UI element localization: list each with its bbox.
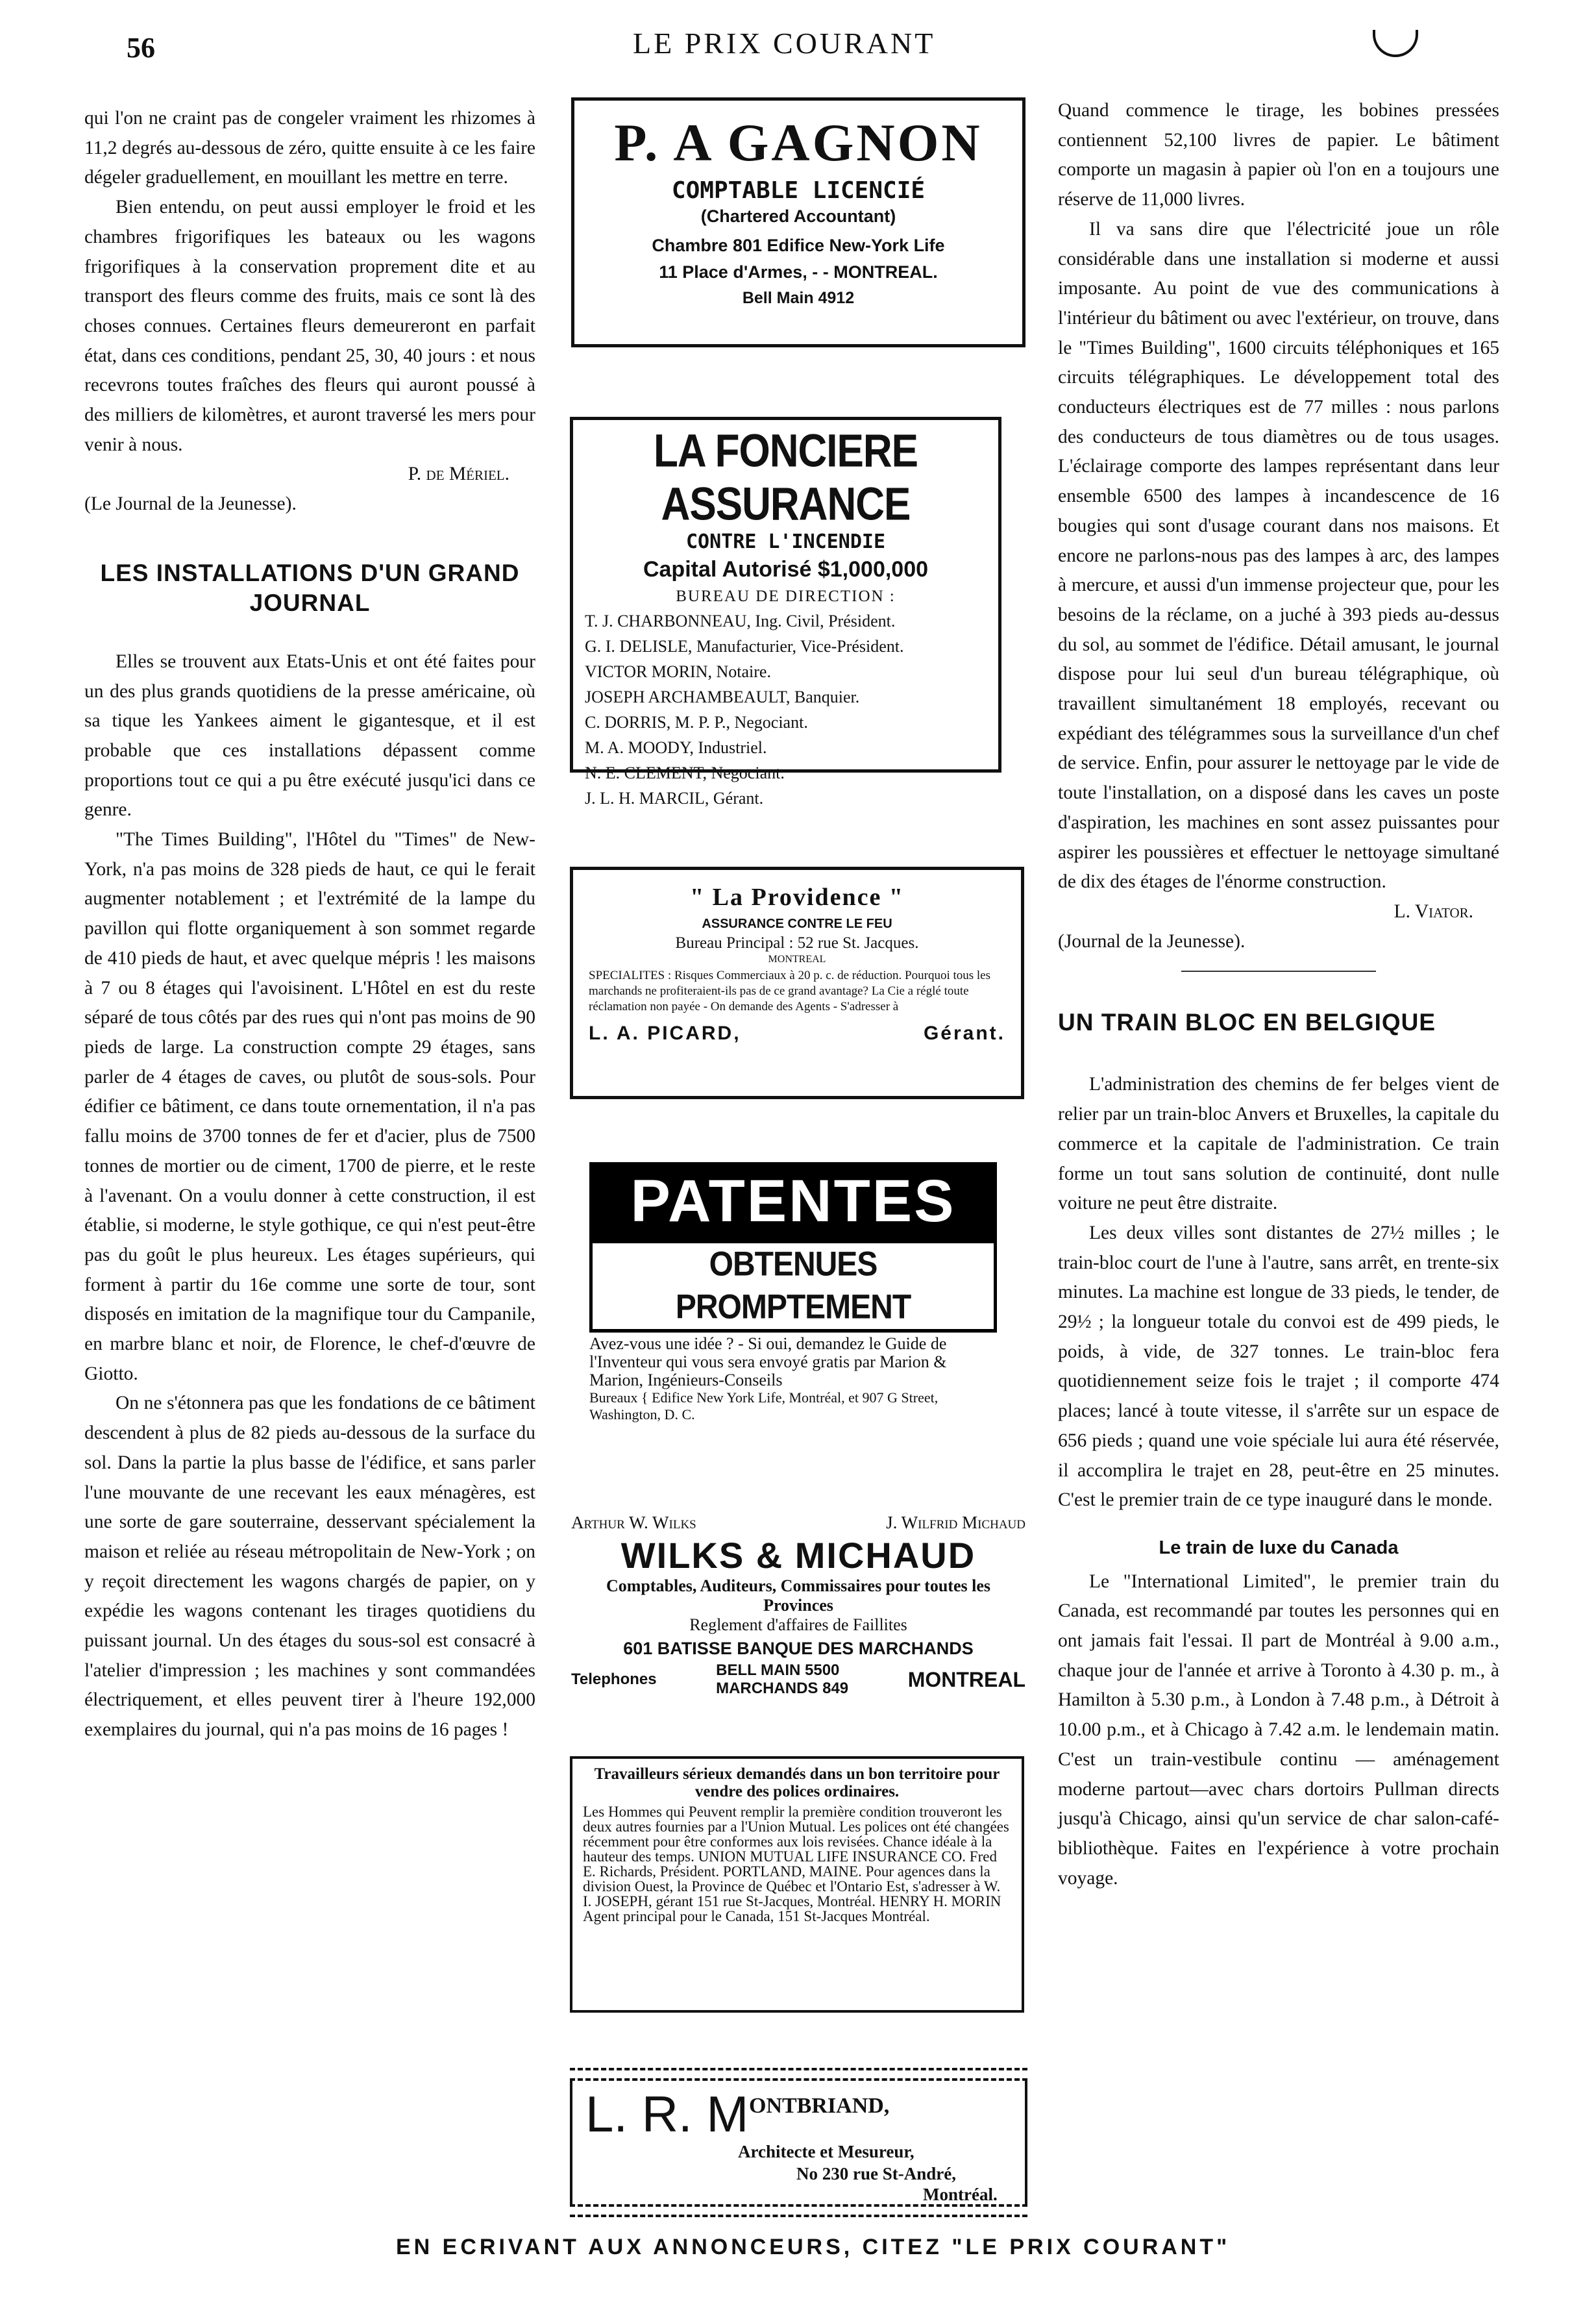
- ad-fonciere-directors: [573, 608, 998, 811]
- phone-label: Telephones: [571, 1671, 657, 1688]
- article-paragraph: Bien entendu, on peut aussi employer le froid et les chambres frigorifiques les bateaux ou les wagons frigorifiques à la conservation proprement dite et au transport des fleurs comme des fruits, mais ce sont là des choses connues. Certaines fleurs demeureront en parfait état, dans ces conditions, pendant 25, 30, 40 jours : et nous recevrons toutes fraîches des fleurs qui auront poussé à des milliers de kilomètres, et auront traversé les mers pour venir à nous.: [84, 197, 535, 455]
- ad-montbriand-line: Montréal.: [923, 2185, 998, 2204]
- article-paragraph: "The Times Building", l'Hôtel du "Times" de New-York, n'a pas moins de 328 pieds de haut, ce qui le ferait augmenter notablement ; et l'extrémité de la lampe du pavillon qui flotte organiquement à son sommet regarde de 410 pieds de haut, et avec quelque mépris ! les maisons à 7 ou 8 étages qui l'avoisinent. L'Hôtel en est du reste séparé de tous côtés par des rues qui n'ont pas moins de 90 pieds de large. La construction compte 29 étages, sans parler de 4 étages de caves, ou plutôt de sous-sols. Pour édifier ce bâtiment, ce dans toute ornementation, il n'a pas fallu moins de 3700 tonnes de fer et d'acier, plus de 7500 tonnes de mortier ou de ciment, 1700 de pierre, et le reste à l'avenant. On a voulu donner à cette construction, il est établie, si moderne, le style gothique, ce qui n'est peut-être pas du goût le plus heureux. Les étages supérieurs, qui forment à partir du 16e comme une sorte de tour, sont disposés en imitation de la magnifique tour du Campanile, en marbre blanc et noir, de Florence, le chef-d'œuvre de Giotto.: [84, 829, 535, 1384]
- ad-fonciere-line: CONTRE L'INCENDIE: [685, 530, 886, 553]
- ad-providence-name: " La Providence ": [690, 884, 904, 911]
- right-column: [1058, 96, 1499, 1893]
- ad-union-mutual: [570, 1756, 1024, 2013]
- left-column: [84, 104, 535, 1745]
- ad-montbriand-line: No 230 rue St-André,: [796, 2164, 956, 2183]
- ad-providence: [570, 867, 1024, 1099]
- director-item: VICTOR MORIN, Notaire.: [585, 662, 771, 681]
- article-source: (Le Journal de la Jeunesse).: [84, 493, 297, 515]
- ad-gagnon-name: P. A GAGNON: [614, 113, 983, 172]
- page-number: 56: [127, 32, 155, 64]
- divider: [1181, 971, 1376, 972]
- ad-patentes-offices: Bureaux { Edifice New York Life, Montréal, et 907 G Street, Washington, D. C.: [589, 1389, 939, 1422]
- article-paragraph: qui l'on ne craint pas de congeler vraiment les rhizomes à 11,2 degrés au-dessous de zéro, quitte ensuite à ce les faire dégeler graduellement, en mouillant les mettre en terre.: [84, 108, 535, 188]
- article-paragraph: L'administration des chemins de fer belges vient de relier par un train-bloc Anvers et Bruxelles, la capitale du commerce et la capitale de l'administration. Ce train forme un tout sans solution de continuité, dont nulle voiture ne peut être distraite.: [1058, 1074, 1499, 1214]
- ad-wilks-phones: [571, 1661, 1025, 1698]
- partner-name: J. Wilfrid Michaud: [886, 1513, 1025, 1532]
- ad-union-title: Travailleurs sérieux demandés dans un bon territoire pour vendre des polices ordinaires.: [594, 1765, 1000, 1800]
- article-signature: P. de Mériel.: [408, 464, 509, 485]
- corner-mark: [1373, 30, 1418, 57]
- ad-union-body: Les Hommes qui Peuvent remplir la première condition trouveront les deux autres fournies par a l'Union Mutual. Les polices ont été changées récemment pour être conformes aux lois revisées. Chance idéale à la hauteur des temps. UNION MUTUAL LIFE INSURANCE CO. Fred E. Richards, Président. PORTLAND, MAINE. Pour agences dans la division Ouest, la Province de Québec et l'Ontario Est, s'adresser à W. I. JOSEPH, gérant 151 rue St-Jacques, Montréal. HENRY H. MORIN Agent principal pour le Canada, 151 St-Jacques Montréal.: [583, 1804, 1009, 1924]
- ad-providence-city: MONTREAL: [768, 954, 826, 965]
- ad-fonciere: [570, 417, 1001, 808]
- director-item: J. L. H. MARCIL, Gérant.: [585, 789, 764, 808]
- ad-wilks-name: WILKS & MICHAUD: [620, 1535, 976, 1576]
- director-item: T. J. CHARBONNEAU, Ing. Civil, Président.: [585, 612, 896, 630]
- ad-gagnon-line: 11 Place d'Armes, - - MONTREAL.: [659, 262, 938, 282]
- ad-wilks-partners: [571, 1513, 1025, 1533]
- page-footer: EN ECRIVANT AUX ANNONCEURS, CITEZ "LE PRIX COURANT": [396, 2235, 1231, 2259]
- partner-name: Arthur W. Wilks: [571, 1513, 696, 1532]
- director-item: JOSEPH ARCHAMBEAULT, Banquier.: [585, 688, 860, 706]
- journal-title: LE PRIX COURANT: [633, 27, 936, 60]
- article-signature: L. Viator.: [1393, 901, 1473, 922]
- ad-fonciere-board-label: BUREAU DE DIRECTION :: [676, 588, 896, 605]
- manager-title: Gérant.: [923, 1023, 1005, 1044]
- ad-gagnon-line: Chambre 801 Edifice New-York Life: [652, 236, 945, 255]
- director-item: G. I. DELISLE, Manufacturier, Vice-Président.: [585, 637, 904, 656]
- ad-wavy-border-bottom: [570, 2204, 1027, 2217]
- ad-montbriand-initials: L. R. M: [585, 2085, 749, 2143]
- ad-wilks-line: Comptables, Auditeurs, Commissaires pour toutes les Provinces: [606, 1576, 990, 1615]
- ad-montbriand-line: Architecte et Mesureur,: [738, 2142, 915, 2161]
- article-title: UN TRAIN BLOC EN BELGIQUE: [1058, 1009, 1436, 1036]
- phone-numbers: BELL MAIN 5500 MARCHANDS 849: [716, 1661, 849, 1697]
- director-item: C. DORRIS, M. P. P., Negociant.: [585, 713, 808, 732]
- director-item: N. E. CLEMENT, Negociant.: [585, 764, 785, 782]
- ad-wilks-line: Reglement d'affaires de Faillites: [689, 1615, 907, 1634]
- manager-name: L. A. PICARD,: [589, 1023, 741, 1044]
- ad-wilks-city: MONTREAL: [907, 1667, 1025, 1691]
- ad-providence-body: SPECIALITES : Risques Commerciaux à 20 p. c. de réduction. Pourquoi tous les marchands ne profiteraient-ils pas de ce grand avantage? La Cie a réglé toute réclamation non payée - On demande des Agents - S'adresser à: [589, 969, 991, 1013]
- ad-providence-line: ASSURANCE CONTRE LE FEU: [702, 917, 892, 931]
- ad-fonciere-name: LA FONCIERE ASSURANCE: [654, 425, 918, 530]
- ad-wilks-address: 601 BATISSE BANQUE DES MARCHANDS: [623, 1639, 974, 1658]
- ad-patentes-subtitle: OBTENUES PROMPTEMENT: [589, 1240, 997, 1333]
- ad-patentes-body: Avez-vous une idée ? - Si oui, demandez le Guide de l'Inventeur qui vous sera envoyé gratis par Marion & Marion, Ingénieurs-Conseils: [589, 1334, 947, 1389]
- ad-montbriand-body: [570, 2081, 1027, 2204]
- ad-patentes: [589, 1162, 997, 1422]
- article-paragraph: Elles se trouvent aux Etats-Unis et ont été faites pour un des plus grands quotidiens de la presse américaine, où sa tique les Yankees aiment le gigantesque, et il est probable que ces installations dépassent comme proportions tout ce qui a pu être exécuté jusqu'ici dans ce genre.: [84, 651, 535, 821]
- ad-fonciere-capital: Capital Autorisé $1,000,000: [643, 557, 929, 582]
- article-paragraph: On ne s'étonnera pas que les fondations de ce bâtiment descendent à plus de 82 pieds au-dessous de la surface du sol. Dans la partie la plus basse de l'édifice, et sans parler l'une mouvante de une recevant les eaux ménagères, est une sorte de gare souterraine, desservant spécialement la maison et reliée au réseau métropolitain de New-York ; on y reçoit directement les wagons chargés de papier, on y expédie les wagons contenant les tirages quotidiens du puissant journal. Un des étages du sous-sol est consacré à l'atelier d'impression ; les machines y sont commandées électriquement, et elles peuvent tirer à l'heure 192,000 exemplaires du journal, qui n'a pas moins de 16 pages !: [84, 1393, 535, 1741]
- director-item: M. A. MOODY, Industriel.: [585, 738, 767, 757]
- article-source: (Journal de la Jeunesse).: [1058, 930, 1246, 952]
- article-subtitle: Le train de luxe du Canada: [1159, 1537, 1399, 1558]
- article-paragraph: Quand commence le tirage, les bobines pressées contiennent 52,100 livres de papier. Le bâtiment comporte un magasin à papier où l'on en a toujours une réserve de 11,000 livres.: [1058, 100, 1499, 210]
- ad-providence-manager: [573, 1023, 1021, 1045]
- article-paragraph: Il va sans dire que l'électricité joue un rôle considérable dans une installation si moderne et aussi imposante. Au point de vue des communications à l'intérieur du bâtiment ou avec l'extérieur, on trouve, dans le "Times Building", 1600 circuits téléphoniques et 165 circuits télégraphiques. Le développement total des conducteurs électriques est de 77 milles : nous parlons des conducteurs de tous diamètres ou de tous usages. L'éclairage comporte des lampes représentant dans leur ensemble 6500 des lampes à incandescence de 16 bougies qui sont d'usage courant dans nos maisons. Et encore ne parlons-nous pas des lampes à arc, des lampes à mercure, et aussi d'un immense projecteur que, pour les besoins de la réclame, on a juché à 393 pieds au-dessus du sol, au sommet de l'édifice. Détail amusant, le journal dispose pour lui seul d'un bureau télégraphique, où travaillent simultanément 18 employés, recevant ou expédiant des télégrammes sous la surveillance d'un chef de service. Enfin, pour assurer le nettoyage par le vide de toute l'installation, on a disposé dans les caves un poste d'aspiration, les machines en sont assez puissantes pour aspirer les poussières et effectuer le nettoyage simultané de dix des étages de l'énorme construction.: [1058, 218, 1499, 893]
- ad-gagnon-phone: Bell Main 4912: [742, 289, 855, 307]
- ad-wavy-border-top: [570, 2068, 1027, 2081]
- ad-wilks-michaud: [571, 1513, 1025, 1708]
- ad-patentes-title: PATENTES: [589, 1162, 997, 1240]
- ad-gagnon-line: COMPTABLE LICENCIÉ: [671, 177, 926, 204]
- article-title: LES INSTALLATIONS D'UN GRAND JOURNAL: [100, 559, 520, 616]
- ad-montbriand: [570, 2068, 1027, 2220]
- ad-gagnon: [571, 97, 1025, 347]
- ad-gagnon-line: (Chartered Accountant): [700, 206, 896, 226]
- ad-providence-address: Bureau Principal : 52 rue St. Jacques.: [675, 934, 919, 952]
- article-paragraph: Le "International Limited", le premier train du Canada, est recommandé par toutes les personnes qui en ont jamais fait l'essai. Il part de Montréal à 9.00 a.m., chaque jour de l'année et arrive à Toronto à 4.30 p. m., à Hamilton à 5.30 p.m., à London à 7.48 p.m., à Détroit à 10.00 p.m., et à Chicago à 7.42 a.m. le lendemain matin. C'est un train-vestibule continu — aménagement moderne partout—avec chars dortoirs Pullman directs jusqu'à Chicago, ainsi qu'un service de char salon-café-bibliothèque. Faites en l'expérience à votre prochain voyage.: [1058, 1571, 1499, 1889]
- article-paragraph: Les deux villes sont distantes de 27½ milles ; le train-bloc court de l'une à l'autre, sans arrêt, en trente-six minutes. La machine est longue de 33 pieds, le tender, de 29½ ; la longueur totale du convoi est de 499 pieds, le poids, à vide, de 327 tonnes. Le train-bloc fera quotidiennement seize fois le trajet ; il comporte 474 places; lancé à toute vitesse, il s'arrête sur un espace de 656 pieds ; quand une voie spéciale lui aura été réservée, il accomplira le trajet en 28, peut-être en 25 minutes. C'est le premier train de ce type inauguré dans le monde.: [1058, 1222, 1499, 1511]
- ad-montbriand-name: ONTBRIAND,: [749, 2094, 890, 2118]
